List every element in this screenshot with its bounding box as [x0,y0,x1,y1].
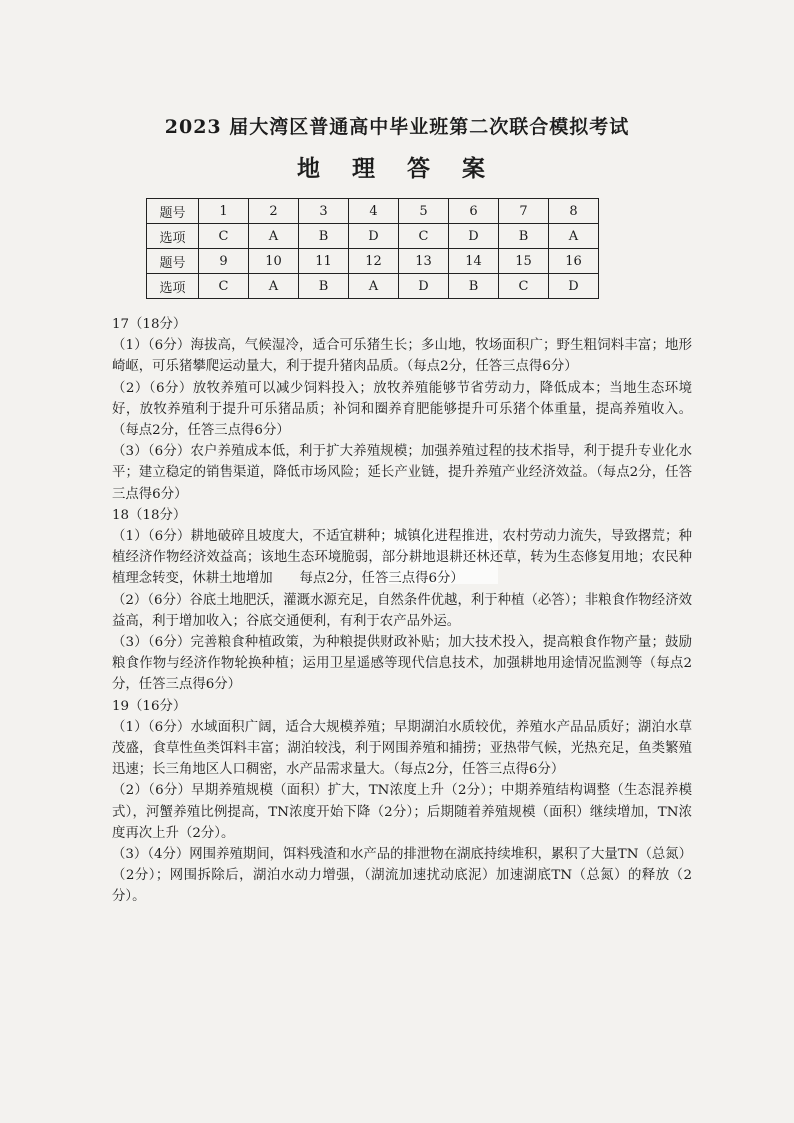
table-cell: 4 [349,199,399,224]
table-cell: C [499,274,549,299]
exam-title: 2023 届大湾区普通高中毕业班第二次联合模拟考试 [164,116,630,138]
table-cell: B [299,274,349,299]
table-cell: A [349,274,399,299]
answer-table [146,198,599,299]
answer-paragraph: （2）（6分）早期养殖规模（面积）扩大，TN浓度上升（2分）；中期养殖结构调整（生态混养模式），河蟹养殖比例提高，TN浓度开始下降（2分）；后期随着养殖规模（面积）继续增加，TN浓度再次上升（2分）。 [112,783,692,841]
row-label: 选项 [147,274,199,299]
exam-subtitle: 地 理 答 案 [296,155,498,182]
table-cell: D [349,224,399,249]
table-cell: C [199,224,249,249]
table-cell: 16 [549,249,599,274]
table-cell: A [249,274,299,299]
table-cell: D [399,274,449,299]
table-cell: 15 [499,249,549,274]
table-cell: A [549,224,599,249]
table-cell: A [249,224,299,249]
table-row [147,199,599,224]
table-cell: 14 [449,249,499,274]
table-cell: C [199,274,249,299]
table-cell: B [499,224,549,249]
question-heading: 17（18分） [112,317,187,332]
question-heading: 18（18分） [112,507,187,523]
table-cell: 8 [549,199,599,224]
table-cell: 1 [199,199,249,224]
table-row [147,274,599,299]
table-cell: 7 [499,199,549,224]
answer-paragraph: （3）（6分）完善粮食种植政策，为种粮提供财政补贴；加大技术投入，提高粮食作物产量；鼓励粮食作物与经济作物轮换种植；运用卫星遥感等现代信息技术，加强耕地用途情况监测等（每点2分，任答三点得6分） [112,635,692,693]
answer-paragraph: （2）（6分）谷底土地肥沃，灌溉水源充足，自然条件优越，利于种植（必答）；非粮食作物经济效益高，利于增加收入；谷底交通便利，有利于农产品外运。 [112,592,692,629]
table-cell: D [549,274,599,299]
row-label: 题号 [147,199,199,224]
answer-paragraph: （2）（6分）放牧养殖可以减少饲料投入；放牧养殖能够节省劳动力，降低成本；当地生态环境好，放牧养殖利于提升可乐猪品质；补饲和圈养育肥能够提升可乐猪个体重量，提高养殖收入。（每点2分，任答三点得6分） [112,380,692,439]
table-cell: 2 [249,199,299,224]
row-label: 选项 [147,224,199,249]
table-row [147,224,599,249]
answer-paragraph: （1）（6分）水域面积广阔，适合大规模养殖；早期湖泊水质较优，养殖水产品品质好；湖泊水草茂盛，食草性鱼类饵料丰富；湖泊较浅，利于网围养殖和捕捞；亚热带气候，光热充足，鱼类繁殖迅速；长三角地区人口稠密，水产品需求量大。（每点2分，任答三点得6分） [112,719,692,778]
answer-paragraph: （1）（6分）耕地破碎且坡度大，不适宜耕种；城镇化进程推进，农村劳动力流失，导致撂荒；种植经济作物经济效益高；该地生态环境脆弱，部分耕地退耕还林还草，转为生态修复用地；农民种植理念转变，休耕土地增加 每点2分，任答三点得6分） [112,529,692,587]
table-cell: 10 [249,249,299,274]
table-cell: 13 [399,249,449,274]
question-heading: 19（16分） [112,698,187,714]
table-cell: C [399,224,449,249]
table-cell: 3 [299,199,349,224]
table-cell: 12 [349,249,399,274]
table-cell: 5 [399,199,449,224]
table-cell: B [299,224,349,249]
row-label: 题号 [147,249,199,274]
table-cell: B [449,274,499,299]
table-cell: 6 [449,199,499,224]
answer-paragraph: （1）（6分）海拔高，气候湿冷，适合可乐猪生长；多山地，牧场面积广；野生粗饲料丰富；地形崎岖，可乐猪攀爬运动量大，利于提升猪肉品质。（每点2分，任答三点得6分） [112,338,692,375]
answer-paragraph: （3）（4分）网围养殖期间，饵料残渣和水产品的排泄物在湖底持续堆积，累积了大量TN（总氮）（2分）；网围拆除后，湖泊水动力增强，（湖流加速扰动底泥）加速湖底TN（总氮）的释放（2分）。 [112,847,692,905]
table-cell: D [449,224,499,249]
table-cell: 11 [299,249,349,274]
table-cell: 9 [199,249,249,274]
answer-body [112,314,692,908]
answer-paragraph: （3）（6分）农户养殖成本低，利于扩大养殖规模；加强养殖过程的技术指导，利于提升专业化水平；建立稳定的销售渠道，降低市场风险；延长产业链，提升养殖产业经济效益。（每点2分，任答三点得6分） [112,444,692,502]
table-row [147,249,599,274]
